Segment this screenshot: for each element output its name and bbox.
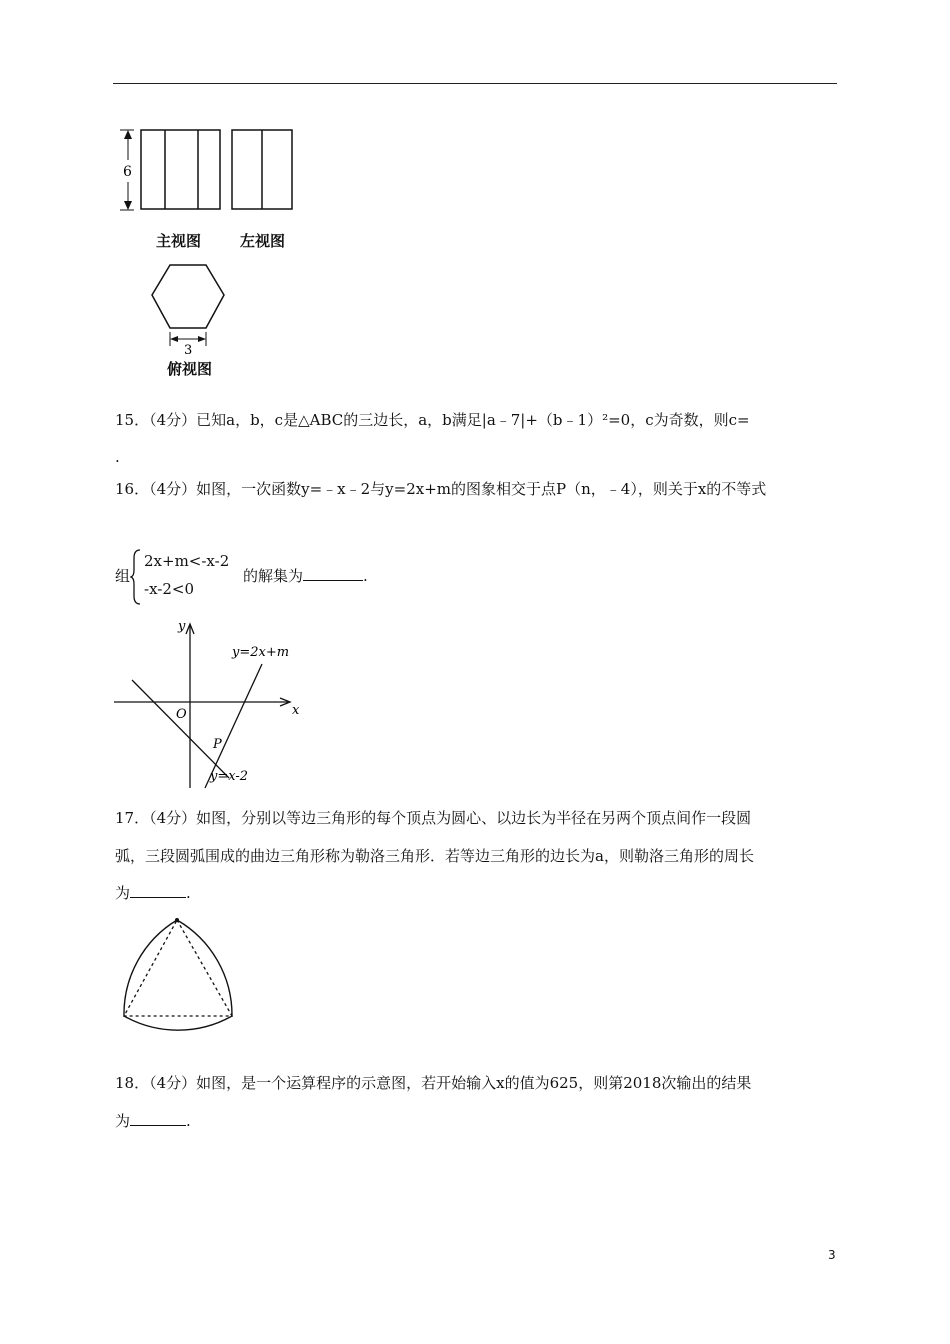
question-18-line-2 xyxy=(115,1111,191,1131)
origin-label: O xyxy=(176,707,187,722)
question-18-end: . xyxy=(186,1112,191,1130)
question-16-answer xyxy=(243,566,368,586)
question-16-line-1: 16．（4分）如图，一次函数y=﹣x﹣2与y=2x+m的图象相交于点P（n，﹣4），则关于x的不等式 xyxy=(115,480,767,498)
y-axis-label: y xyxy=(178,619,186,634)
linear-functions-graph xyxy=(112,618,312,793)
answer-blank-18[interactable] xyxy=(130,1111,186,1126)
question-17-line-1: 17．（4分）如图，分别以等边三角形的每个顶点为圆心、以边长为半径在另两个顶点间作一段圆 xyxy=(115,809,752,827)
line-a-label: y=2x+m xyxy=(232,645,290,660)
line-b-label: y=x-2 xyxy=(210,769,249,784)
question-15-line-1: 15．（4分）已知a，b，c是△ABC的三边长，a，b满足|a﹣7|+（b﹣1）²=0，c为奇数，则c= xyxy=(115,411,750,429)
top-view xyxy=(152,265,224,358)
point-p-label: P xyxy=(213,737,222,752)
reuleaux-arcs xyxy=(124,920,232,1030)
top-view-label: 俯视图 xyxy=(167,360,213,378)
question-15-line-2: . xyxy=(115,448,120,466)
x-axis-label: x xyxy=(292,703,300,718)
question-17-end: . xyxy=(186,884,191,902)
question-17-prefix: 为 xyxy=(115,884,131,902)
page-number: 3 xyxy=(828,1248,836,1262)
three-views-figure xyxy=(110,120,310,385)
answer-blank-17[interactable] xyxy=(130,883,186,898)
question-18-line-1: 18．（4分）如图，是一个运算程序的示意图，若开始输入x的值为625，则第2018次输出的结果 xyxy=(115,1074,752,1092)
question-16-end: . xyxy=(363,567,368,585)
equilateral-triangle xyxy=(124,920,232,1016)
question-17-line-3 xyxy=(115,883,191,903)
header-rule xyxy=(113,83,837,84)
question-16-suffix: 的解集为 xyxy=(243,567,304,585)
dimension-six: 6 xyxy=(123,164,132,180)
left-view xyxy=(232,130,292,209)
front-view xyxy=(141,130,220,209)
inequality-2: -x-2<0 xyxy=(144,580,194,598)
line-y-neg-x-minus-2 xyxy=(132,680,229,778)
system-brace xyxy=(130,548,142,606)
height-dimension xyxy=(120,130,134,210)
question-16-prefix: 组 xyxy=(115,567,131,585)
front-view-label: 主视图 xyxy=(156,232,202,250)
inequality-1: 2x+m<-x-2 xyxy=(144,552,230,570)
question-18-prefix: 为 xyxy=(115,1112,131,1130)
left-view-label: 左视图 xyxy=(240,232,286,250)
question-17-line-2: 弧，三段圆弧围成的曲边三角形称为勒洛三角形．若等边三角形的边长为a，则勒洛三角形的周长 xyxy=(115,847,754,865)
reuleaux-triangle-figure xyxy=(110,910,250,1040)
answer-blank-16[interactable] xyxy=(303,566,363,581)
dimension-three: 3 xyxy=(184,343,193,358)
